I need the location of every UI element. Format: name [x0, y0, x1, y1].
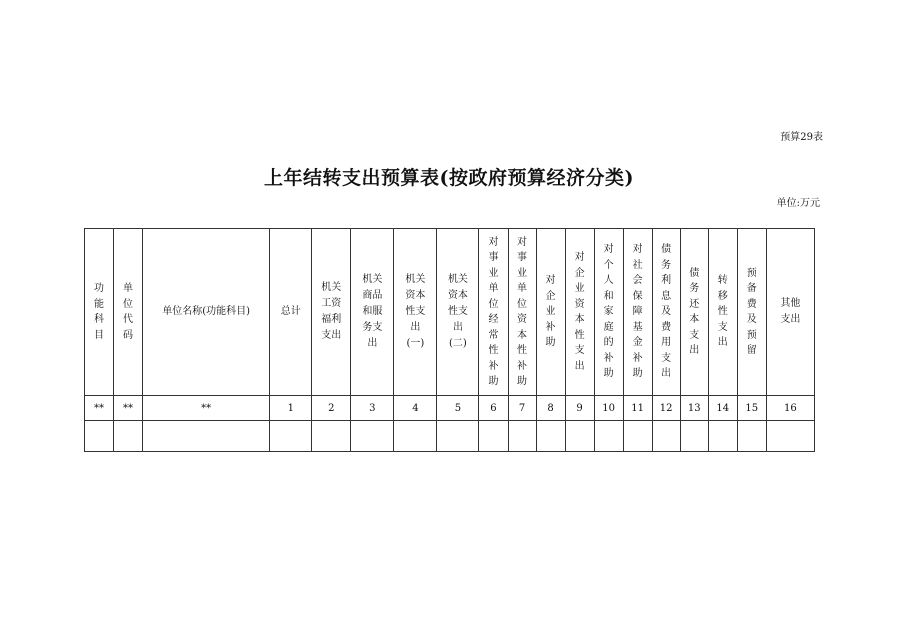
- header-unit-code: 单位代码: [114, 229, 143, 396]
- header-other-expenditure: 其他支出: [766, 229, 814, 396]
- header-total: 总计: [270, 229, 312, 396]
- table-cell: 13: [680, 396, 708, 421]
- table-data-row: [85, 421, 815, 452]
- header-transfer-expenditure: 转移性支出: [708, 229, 737, 396]
- table-cell: 7: [508, 396, 536, 421]
- table-cell: 1: [270, 396, 312, 421]
- table-cell: 2: [312, 396, 351, 421]
- table-cell: [652, 421, 680, 452]
- table-cell: 15: [737, 396, 766, 421]
- header-enterprise-subsidy: 对企业补助: [536, 229, 565, 396]
- table-cell: 5: [437, 396, 479, 421]
- header-social-security-subsidy: 对社会保障基金补助: [623, 229, 652, 396]
- table-cell: [114, 421, 143, 452]
- header-unit-name: 单位名称(功能科目): [143, 229, 270, 396]
- table-cell: [351, 421, 394, 452]
- table-cell: 9: [565, 396, 594, 421]
- page-title: 上年结转支出预算表(按政府预算经济分类): [264, 167, 634, 189]
- header-debt-interest: 债务利息及费用支出: [652, 229, 680, 396]
- header-capital-expenditure-2: 机关资本性支出(二): [437, 229, 479, 396]
- table-cell: 11: [623, 396, 652, 421]
- table-cell: **: [114, 396, 143, 421]
- table-cell: [536, 421, 565, 452]
- table-cell: [312, 421, 351, 452]
- header-goods-services: 机关商品和服务支出: [351, 229, 394, 396]
- header-salary-welfare: 机关工资福利支出: [312, 229, 351, 396]
- table-cell: 12: [652, 396, 680, 421]
- table-cell: 10: [594, 396, 623, 421]
- table-cell: [680, 421, 708, 452]
- table-number-label: 预算29表: [780, 132, 823, 143]
- header-institution-capital-subsidy: 对事业单位资本性补助: [508, 229, 536, 396]
- table-cell: 6: [479, 396, 508, 421]
- table-cell: [143, 421, 270, 452]
- budget-table: [84, 228, 815, 452]
- table-cell: [479, 421, 508, 452]
- header-individual-family-subsidy: 对个人和家庭的补助: [594, 229, 623, 396]
- table-index-row: [85, 396, 815, 421]
- table-cell: **: [85, 396, 114, 421]
- table-cell: 8: [536, 396, 565, 421]
- table-cell: 16: [766, 396, 814, 421]
- table-cell: [508, 421, 536, 452]
- table-cell: [708, 421, 737, 452]
- header-capital-expenditure-1: 机关资本性支出(一): [394, 229, 437, 396]
- header-institution-regular-subsidy: 对事业单位经常性补助: [479, 229, 508, 396]
- table-cell: [737, 421, 766, 452]
- header-debt-principal: 债务还本支出: [680, 229, 708, 396]
- table-cell: 14: [708, 396, 737, 421]
- table-cell: [85, 421, 114, 452]
- table-cell: **: [143, 396, 270, 421]
- table-cell: [437, 421, 479, 452]
- table-cell: [565, 421, 594, 452]
- header-reserve: 预备费及预留: [737, 229, 766, 396]
- header-functional-subject: 功能科目: [85, 229, 114, 396]
- table-cell: [623, 421, 652, 452]
- table-cell: 4: [394, 396, 437, 421]
- table-cell: [270, 421, 312, 452]
- table-cell: [594, 421, 623, 452]
- table-cell: 3: [351, 396, 394, 421]
- unit-label: 单位:万元: [776, 198, 820, 209]
- table-cell: [766, 421, 814, 452]
- header-enterprise-capital: 对企业资本性支出: [565, 229, 594, 396]
- table-cell: [394, 421, 437, 452]
